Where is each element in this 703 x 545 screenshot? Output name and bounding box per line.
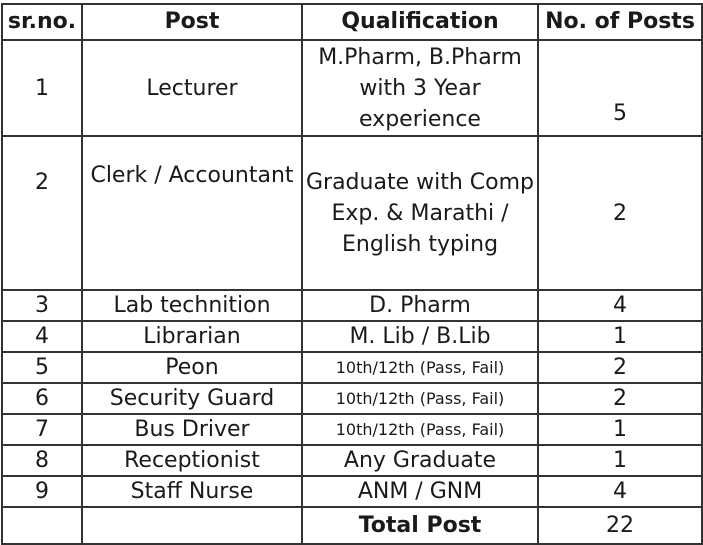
vacancy-table [1,3,703,545]
cell-qualification: M.Pharm, B.Pharm with 3 Year experience [302,40,538,136]
header-post: Post [82,4,302,40]
cell-sr: 9 [2,476,82,507]
cell-sr: 2 [2,136,82,290]
cell-post: Security Guard [82,383,302,414]
vacancy-table-wrapper [1,3,703,545]
table-row [2,414,702,445]
cell-qualification: Any Graduate [302,445,538,476]
cell-posts: 1 [538,414,702,445]
cell-qualification: 10th/12th (Pass, Fail) [302,414,538,445]
cell-post: Staff Nurse [82,476,302,507]
table-row [2,321,702,352]
cell-posts: 4 [538,290,702,321]
cell-posts: 1 [538,321,702,352]
total-row [2,507,702,544]
cell-sr: 8 [2,445,82,476]
table-row [2,352,702,383]
table-row [2,476,702,507]
cell-post: Lecturer [82,40,302,136]
cell-post: Receptionist [82,445,302,476]
table-row [2,445,702,476]
cell-sr: 7 [2,414,82,445]
header-sr-no: sr.no. [2,4,82,40]
cell-posts: 4 [538,476,702,507]
cell-sr: 3 [2,290,82,321]
table-row [2,383,702,414]
cell-qualification: Graduate with Comp Exp. & Marathi / English typing [302,136,538,290]
header-no-of-posts: No. of Posts [538,4,702,40]
cell-post: Librarian [82,321,302,352]
cell-posts: 1 [538,445,702,476]
table-row [2,136,702,290]
header-row [2,4,702,40]
total-label: Total Post [302,507,538,544]
cell-sr-empty [2,507,82,544]
cell-posts: 2 [538,136,702,290]
cell-posts: 2 [538,383,702,414]
cell-qualification: D. Pharm [302,290,538,321]
cell-qualification: 10th/12th (Pass, Fail) [302,352,538,383]
table-row [2,40,702,136]
cell-qualification: M. Lib / B.Lib [302,321,538,352]
cell-posts: 5 [538,40,702,136]
cell-sr: 4 [2,321,82,352]
cell-post-empty [82,507,302,544]
cell-sr: 1 [2,40,82,136]
cell-qualification: ANM / GNM [302,476,538,507]
cell-posts: 2 [538,352,702,383]
cell-post: Peon [82,352,302,383]
header-qualification: Qualification [302,4,538,40]
cell-qualification: 10th/12th (Pass, Fail) [302,383,538,414]
cell-sr: 6 [2,383,82,414]
cell-post: Clerk / Accountant [82,136,302,290]
cell-sr: 5 [2,352,82,383]
table-row [2,290,702,321]
cell-post: Bus Driver [82,414,302,445]
cell-post: Lab technition [82,290,302,321]
total-value: 22 [538,507,702,544]
